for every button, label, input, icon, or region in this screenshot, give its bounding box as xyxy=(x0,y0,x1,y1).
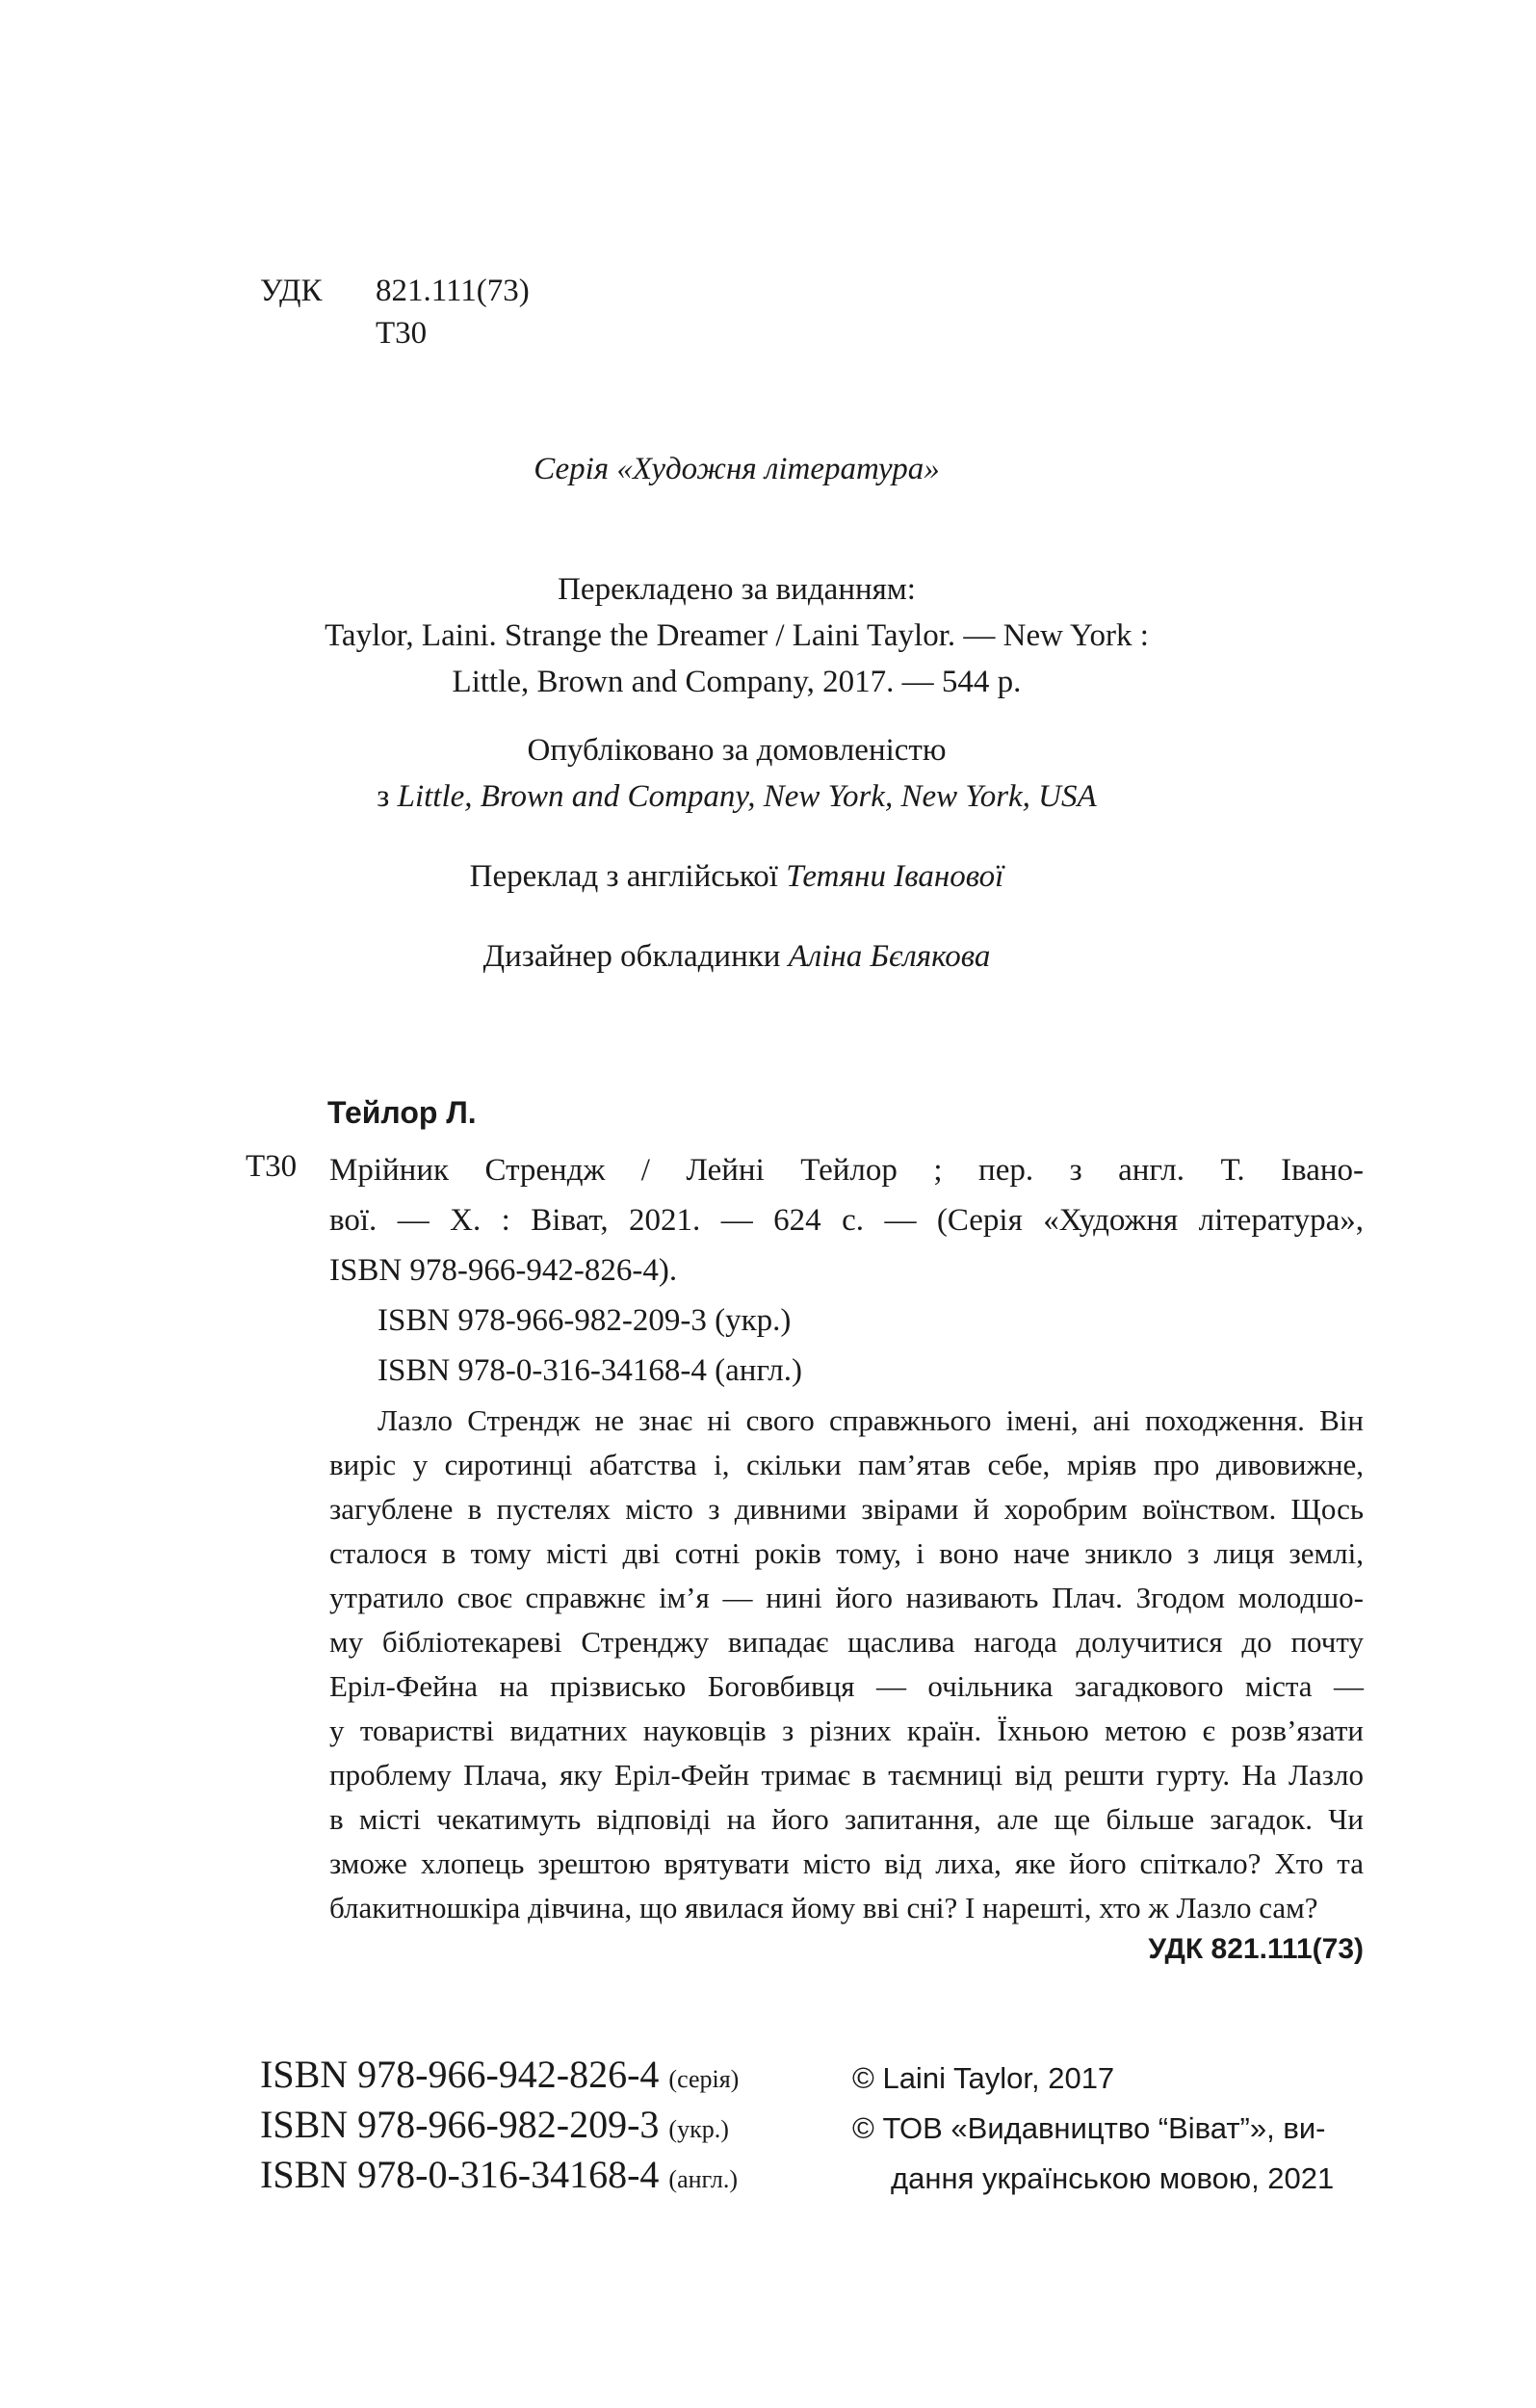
designer-label: Дизайнер обкладинки xyxy=(482,939,781,974)
designer-credit xyxy=(0,935,1473,978)
isbn-note: (серія) xyxy=(668,2065,740,2093)
copyright-line: © Laini Taylor, 2017 xyxy=(852,2061,1115,2095)
annotation-line: проблему Плача, яку Еріл-Фейн тримає в таємниці від решти гурту. На Лазло xyxy=(329,1758,1364,1792)
annotation-line: в місті чекатимуть відповіді на його запитання, але ще більше загадок. Чи xyxy=(329,1802,1364,1836)
udk-code: 821.111(73) xyxy=(376,274,530,308)
annotation-line: блакитношкіра дівчина, що явилася йому вві сні? І нарешті, хто ж Лазло сам? xyxy=(329,1891,1318,1924)
bib-line: ISBN 978-966-942-826-4). xyxy=(329,1253,678,1288)
translator-name: Тетяни Іванової xyxy=(786,859,1004,894)
agreement-line2 xyxy=(0,775,1473,818)
bib-line: Мрійник Стрендж / Лейні Тейлор ; пер. з англ. Т. Івано- xyxy=(329,1153,1364,1188)
annotation-line: утратило своє справжнє ім’я — нині його називають Плач. Згодом молодшо- xyxy=(329,1581,1364,1614)
isbn-entry xyxy=(260,2050,739,2105)
annotation-line: Еріл-Фейна на прізвисько Боговбивця — очільника загадкового міста — xyxy=(329,1669,1364,1703)
annotation-line: Лазло Стрендж не знає ні свого справжнього імені, ані походження. Він xyxy=(377,1403,1364,1437)
udk-footer: УДК 821.111(73) xyxy=(1148,1933,1364,1965)
bib-isbn: ISBN 978-0-316-34168-4 (англ.) xyxy=(377,1353,803,1388)
copyright-line: © ТОВ «Видавництво “Віват”», ви- xyxy=(852,2111,1326,2145)
udk-label: УДК xyxy=(260,274,323,308)
annotation-line: у товаристві видатних науковців з різних країн. Їхньою метою є розв’язати xyxy=(329,1714,1364,1747)
annotation-line: загублене в пустелях місто з дивними звірами й хоробрим воїнством. Щось xyxy=(329,1492,1364,1526)
isbn-entry xyxy=(260,2150,738,2205)
udk-block xyxy=(260,270,607,354)
series-title: Серія «Художня література» xyxy=(534,452,940,486)
bib-author: Тейлор Л. xyxy=(327,1095,477,1130)
isbn-note: (укр.) xyxy=(668,2115,729,2143)
translation-label: Переклад з англійської xyxy=(469,859,778,894)
bib-mark: Т30 xyxy=(246,1149,298,1184)
agreement-prefix: з xyxy=(377,779,390,814)
original-edition-line2: Little, Brown and Company, 2017. — 544 p. xyxy=(452,665,1022,699)
designer-name: Аліна Бєлякова xyxy=(788,939,991,974)
isbn-number: ISBN 978-966-942-826-4 xyxy=(260,2053,660,2096)
annotation-line: сталося в тому місті дві сотні років тому, і воно наче зникло з лиця землі, xyxy=(329,1536,1364,1570)
udk-author-mark: Т30 xyxy=(376,316,428,351)
isbn-number: ISBN 978-966-982-209-3 xyxy=(260,2103,660,2146)
bib-line: вої. — Х. : Віват, 2021. — 624 с. — (Серія «Художня література», xyxy=(329,1203,1364,1238)
agreement-publisher: Little, Brown and Company, New York, New York, USA xyxy=(397,779,1097,814)
isbn-entry xyxy=(260,2100,729,2155)
bib-isbn: ISBN 978-966-982-209-3 (укр.) xyxy=(377,1303,792,1338)
isbn-number: ISBN 978-0-316-34168-4 xyxy=(260,2153,660,2196)
annotation-line: виріс у сиротинці абатства і, скільки пам’ятав себе, мріяв про дивовижне, xyxy=(329,1448,1364,1481)
translation-credit xyxy=(0,855,1473,898)
annotation-line: зможе хлопець зрештою врятувати місто від лиха, яке його спіткало? Хто та xyxy=(329,1846,1364,1880)
copyright-line: дання українською мовою, 2021 xyxy=(891,2161,1335,2195)
isbn-note: (англ.) xyxy=(668,2165,739,2193)
annotation-line: му бібліотекареві Стренджу випадає щаслива нагода долучитися до почту xyxy=(329,1625,1364,1659)
agreement-line1: Опубліковано за домовленістю xyxy=(527,733,947,768)
original-edition-heading: Перекладено за виданням: xyxy=(558,572,916,607)
original-edition-line1: Taylor, Laini. Strange the Dreamer / Laini Taylor. — New York : xyxy=(325,618,1149,653)
